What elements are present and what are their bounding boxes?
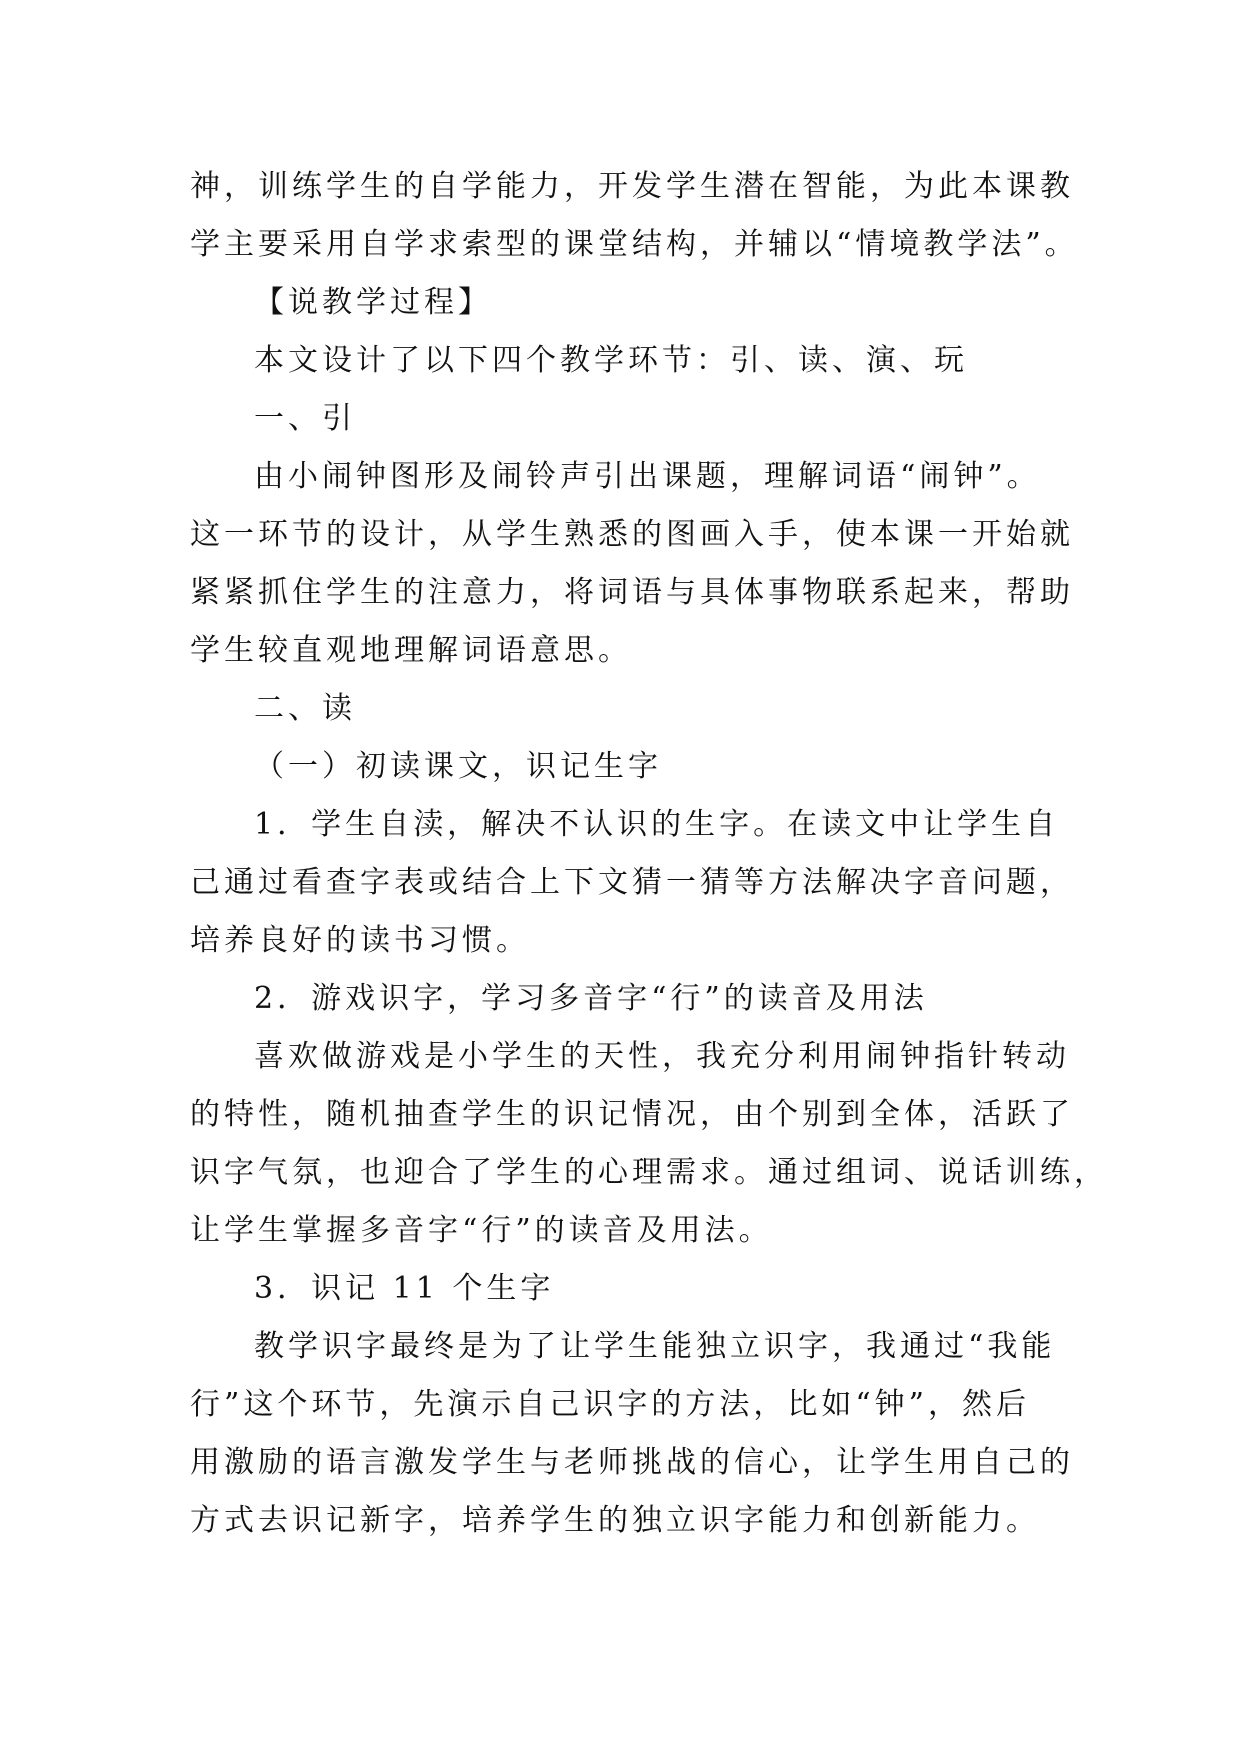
text-line: 紧紧抓住学生的注意力，将词语与具体事物联系起来，帮助 [190, 575, 1074, 610]
text-line: 学生较直观地理解词语意思。 [190, 633, 632, 668]
text-line: 行”这个环节，先演示自己识字的方法，比如“钟”，然后 [190, 1387, 1031, 1422]
text-line: 让学生掌握多音字“行”的读音及用法。 [190, 1213, 773, 1248]
text-line: 神，训练学生的自学能力，开发学生潜在智能，为此本课教 [190, 169, 1074, 204]
subsection-heading: 二、读 [254, 691, 356, 726]
text-line: 学主要采用自学求索型的课堂结构，并辅以“情境教学法”。 [190, 227, 1079, 262]
text-line: 培养良好的读书习惯。 [190, 923, 530, 958]
subsection-heading: （一）初读课文，识记生字 [254, 749, 662, 784]
text-line: 1．学生自渎，解决不认识的生字。在读文中让学生自 [254, 807, 1060, 842]
text-line: 本文设计了以下四个教学环节：引、读、演、玩 [254, 343, 968, 378]
text-line: 3．识记 11 个生字 [254, 1271, 555, 1306]
text-line: 由小闹钟图形及闹铃声引出课题，理解词语“闹钟”。 [254, 459, 1041, 494]
text-line: 用激励的语言激发学生与老师挑战的信心，让学生用自己的 [190, 1445, 1074, 1480]
text-line: 2．游戏识字，学习多音字“行”的读音及用法 [254, 981, 928, 1016]
section-heading: 【说教学过程】 [254, 285, 492, 320]
text-line: 喜欢做游戏是小学生的天性，我充分利用闹钟指针转动 [254, 1039, 1070, 1074]
text-line: 识字气氛，也迎合了学生的心理需求。通过组词、说话训练， [190, 1155, 1108, 1190]
body-text [190, 158, 1108, 1550]
text-line: 方式去识记新字，培养学生的独立识字能力和创新能力。 [190, 1503, 1040, 1538]
text-line: 己通过看查字表或结合上下文猜一猜等方法解决字音问题， [190, 865, 1074, 900]
subsection-heading: 一、引 [254, 401, 356, 436]
text-line: 的特性，随机抽查学生的识记情况，由个别到全体，活跃了 [190, 1097, 1074, 1132]
text-line: 这一环节的设计，从学生熟悉的图画入手，使本课一开始就 [190, 517, 1074, 552]
text-line: 教学识字最终是为了让学生能独立识字，我通过“我能 [254, 1329, 1056, 1364]
